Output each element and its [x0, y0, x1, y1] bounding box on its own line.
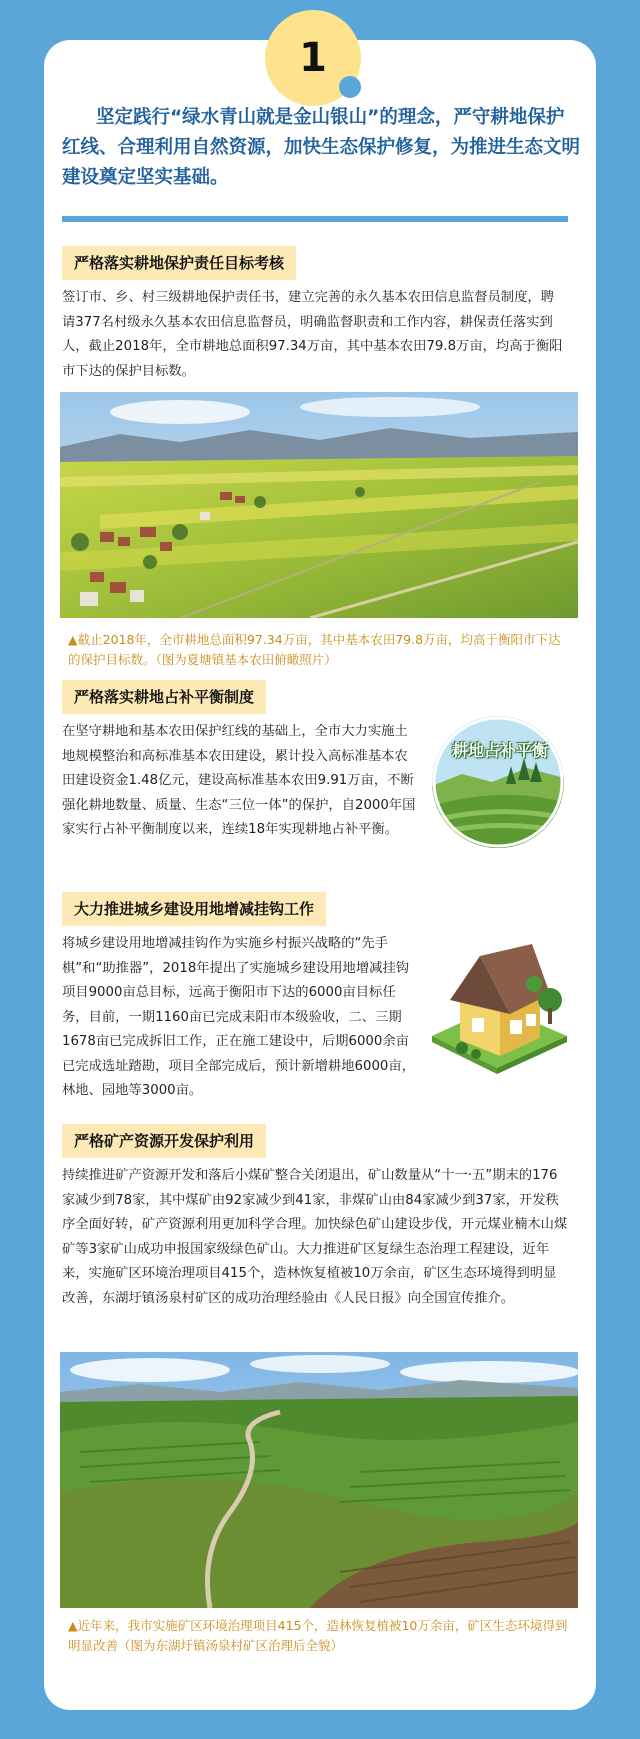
section-text-land-linking: 将城乡建设用地增减挂钩作为实施乡村振兴战略的“先手棋”和“助推器”，2018年提出了实施城乡建设用地增减挂钩项目9000亩总目标，远高于衡阳市下达的6000亩目标任务，目前，一期1160亩已完成耒阳市本级验收，二、三期1678亩已完成拆旧工作，正在施工建设中，后期6000余亩已完成选址踏勘，项目全部完成后，预计新增耕地6000亩，林地、园地等3000亩。 [62, 936, 415, 1098]
section-text-farmland-responsibility: 签订市、乡、村三级耕地保护责任书，建立完善的永久基本农田信息监督员制度，聘请377名村级永久基本农田信息监督员，明确监督职责和工作内容，耕保责任落实到人，截止2018年，全市耕地总面积97.34万亩，其中基本农田79.8万亩，均高于衡阳市下达的保护目标数。 [62, 290, 563, 379]
section-title-farmland-responsibility: 严格落实耕地保护责任目标考核 [62, 246, 296, 280]
farmland-balance-badge-text: 耕地占补平衡 [451, 741, 548, 760]
farmland-photo-caption: ▲截止2018年，全市耕地总面积97.34万亩，其中基本农田79.8万亩，均高于衡阳市下达的保护目标数。（图为夏塘镇基本农田俯瞰照片） [68, 632, 561, 667]
section-number: 1 [299, 35, 327, 81]
section-title-mineral-resources: 严格矿产资源开发保护利用 [62, 1124, 266, 1158]
section-title-occupation-balance: 严格落实耕地占补平衡制度 [62, 680, 266, 714]
farmland-balance-badge-image [432, 716, 564, 848]
divider-bar [62, 216, 568, 222]
section-text-mineral-resources: 持续推进矿产资源开发和落后小煤矿整合关闭退出，矿山数量从“十一·五”期末的176家减少到78家，其中煤矿由92家减少到41家，非煤矿山由84家减少到37家，开发秩序全面好转，矿产资源利用更加科学合理。加快绿色矿山建设步伐，开元煤业楠木山煤矿等3家矿山成功申报国家级绿色矿山。大力推进矿区复绿生态治理工程建设，近年来，实施矿区环境治理项目415个，造林恢复植被10万余亩，矿区生态环境得到明显改善，东湖圩镇汤泉村矿区的成功治理经验由《人民日报》向全国宣传推介。 [62, 1168, 568, 1306]
intro-text: 坚定践行“绿水青山就是金山银山”的理念，严守耕地保护红线、合理利用自然资源，加快生态保护修复，为推进生态文明建设奠定坚实基础。 [62, 107, 581, 188]
farmland-aerial-photo [60, 392, 578, 618]
decorative-dot [339, 76, 361, 98]
mine-photo-caption: ▲近年来，我市实施矿区环境治理项目415个，造林恢复植被10万余亩，矿区生态环境得到明显改善（图为东湖圩镇汤泉村矿区治理后全貌） [68, 1618, 568, 1653]
section-title-land-linking: 大力推进城乡建设用地增减挂钩工作 [62, 892, 326, 926]
section-text-occupation-balance: 在坚守耕地和基本农田保护红线的基础上，全市大力实施土地规模整治和高标准基本农田建设，累计投入高标准基本农田建设资金1.48亿元，建设高标准基本农田9.91万亩，不断强化耕地数量、质量、生态“三位一体”的保护，自2000年国家实行占补平衡制度以来，连续18年实现耕地占补平衡。 [62, 724, 416, 837]
house-illustration [422, 936, 572, 1076]
mine-restoration-photo [60, 1352, 578, 1608]
